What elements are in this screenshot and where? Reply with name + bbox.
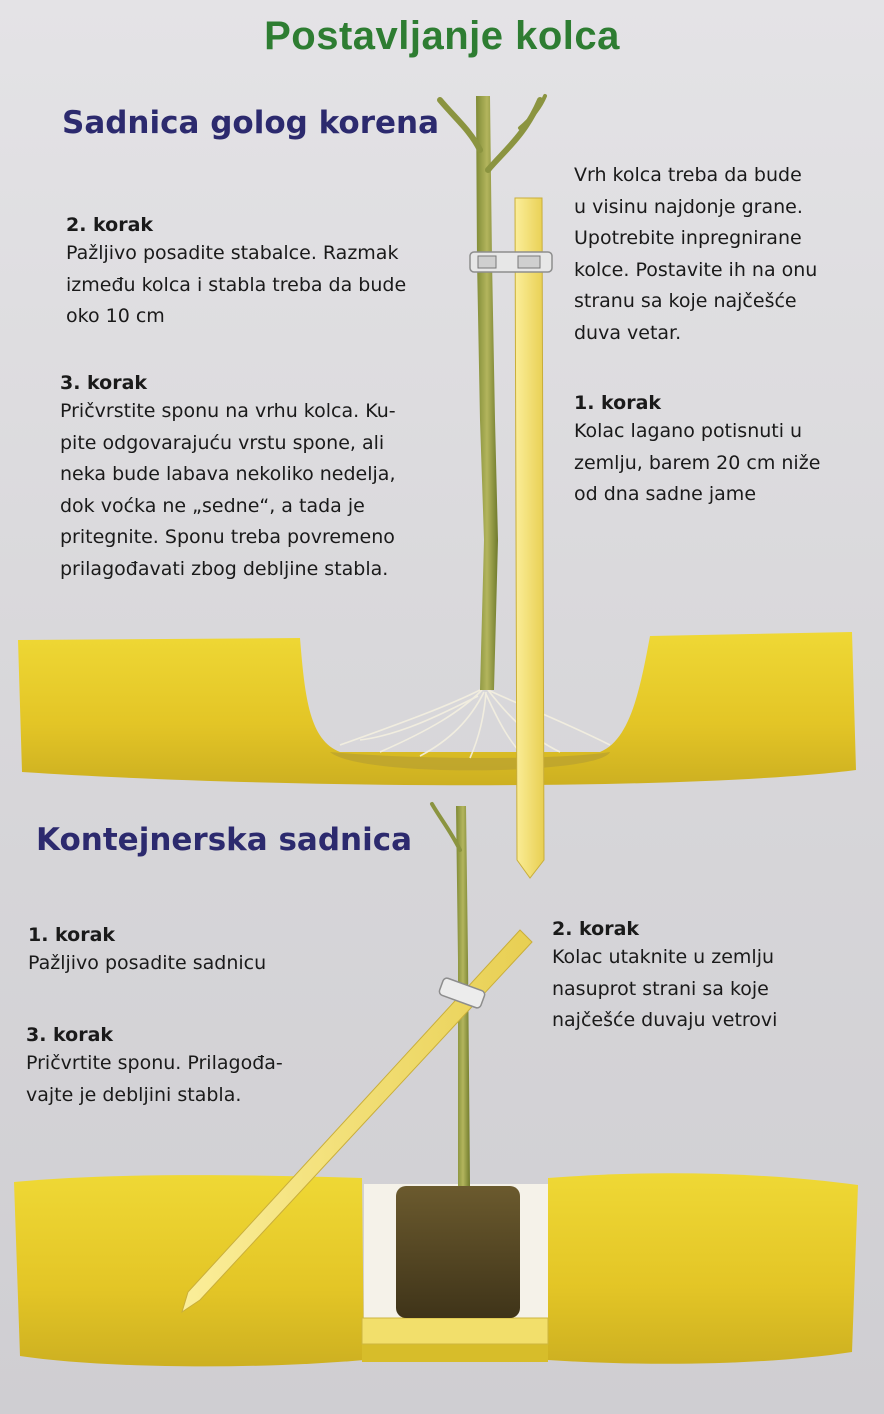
tie-bare-root bbox=[470, 252, 552, 272]
container-branch bbox=[432, 804, 460, 850]
step-heading: 3. korak bbox=[60, 372, 148, 394]
step-heading: 1. korak bbox=[28, 924, 116, 946]
step-heading: 2. korak bbox=[66, 214, 154, 236]
bare-root-step-2 bbox=[66, 214, 476, 333]
container-step-1 bbox=[28, 924, 348, 980]
bare-root-step-1 bbox=[574, 392, 874, 511]
soil-right-container bbox=[548, 1173, 858, 1364]
step-text: Pričvrtite sponu. Prilagođa- vajte je debljini stabla. bbox=[26, 1052, 283, 1106]
page-title: Postavljanje kolca bbox=[264, 14, 620, 58]
container-step-3 bbox=[26, 1024, 356, 1111]
section-title-container: Kontejnerska sadnica bbox=[36, 822, 413, 858]
bare-root-step-3 bbox=[60, 372, 480, 585]
bare-root-note bbox=[574, 160, 874, 349]
container-step-2 bbox=[552, 918, 862, 1037]
step-heading: 1. korak bbox=[574, 392, 662, 414]
step-heading: 2. korak bbox=[552, 918, 640, 940]
step-text: Pričvrstite sponu na vrhu kolca. Ku- pite odgovarajuću vrstu spone, ali neka bude labava nekoliko nedelja, dok voćka ne „sedne“, a tada je pritegnite. Sponu treba povremeno prilagođavati zbog debljine stabla. bbox=[60, 400, 396, 580]
soil-left-container bbox=[14, 1175, 364, 1366]
stake-note-text: Vrh kolca treba da bude u visinu najdonje grane. Upotrebite inpregnirane kolce. Postavite ih na onu stranu sa koje najčešće duva vetar. bbox=[574, 164, 818, 344]
step-text: Kolac utaknite u zemlju nasuprot strani sa koje najčešće duvaju vetrovi bbox=[552, 946, 778, 1031]
base-board bbox=[362, 1318, 548, 1344]
stake-bare-root bbox=[515, 198, 544, 878]
step-heading: 3. korak bbox=[26, 1024, 114, 1046]
tree-branch-left bbox=[440, 100, 480, 150]
step-text: Pažljivo posadite sadnicu bbox=[28, 952, 267, 974]
step-text: Kolac lagano potisnuti u zemlju, barem 20 cm niže od dna sadne jame bbox=[574, 420, 821, 505]
section-title-bare-root: Sadnica golog korena bbox=[62, 105, 439, 141]
root-ball bbox=[396, 1186, 520, 1318]
step-text: Pažljivo posadite stabalce. Razmak između kolca i stabla treba da bude oko 10 cm bbox=[66, 242, 407, 327]
roots bbox=[340, 690, 610, 758]
tree-branch-right bbox=[488, 100, 540, 170]
